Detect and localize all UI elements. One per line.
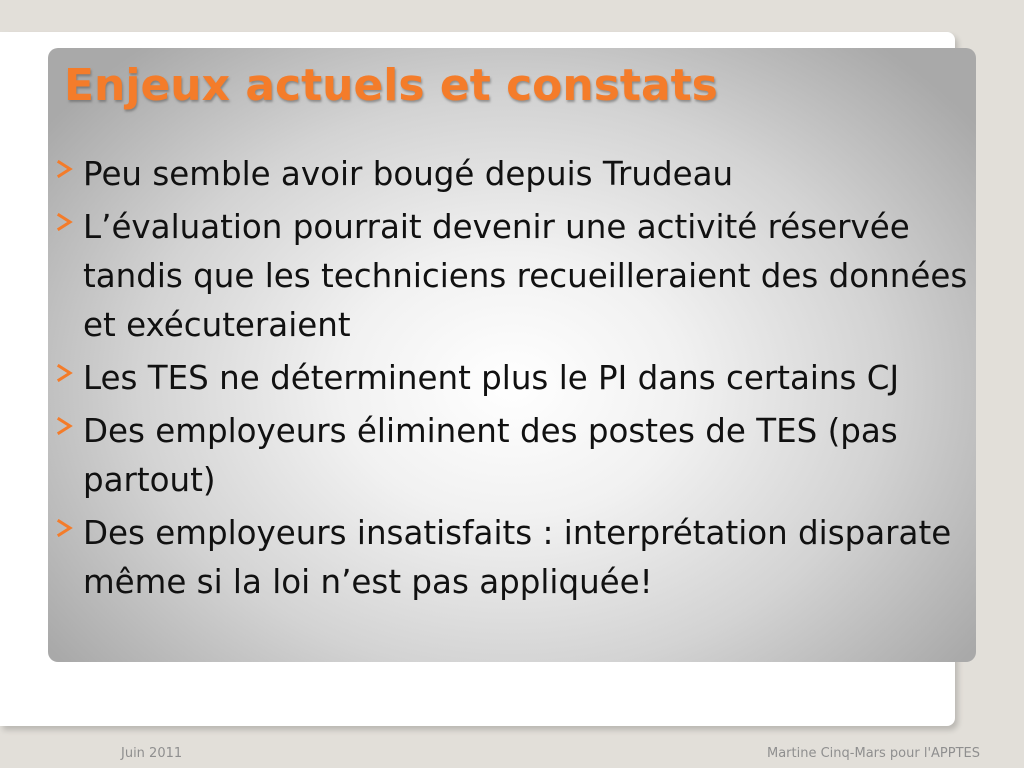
slide-title: Enjeux actuels et constats: [64, 60, 718, 111]
bullet-item: [56, 407, 991, 505]
bullet-item: [56, 203, 991, 350]
bullet-text: Les TES ne déterminent plus le PI dans certains CJ: [83, 359, 900, 397]
bullet-item: [56, 354, 991, 403]
bullet-item: [56, 509, 991, 607]
bullet-text: Des employeurs insatisfaits : interprétation disparate même si la loi n’est pas appliquée!: [83, 514, 952, 601]
arrow-bullet-icon: [56, 203, 83, 231]
arrow-bullet-icon: [56, 354, 83, 382]
footer-author: Martine Cinq-Mars pour l'APPTES: [767, 746, 980, 761]
bullet-item: [56, 150, 991, 199]
footer-date: Juin 2011: [121, 746, 183, 761]
bullet-text: Des employeurs éliminent des postes de TES (pas partout): [83, 412, 898, 499]
bullet-text: L’évaluation pourrait devenir une activité réservée tandis que les techniciens recueilleraient des données et exécuteraient: [83, 208, 968, 344]
arrow-bullet-icon: [56, 509, 83, 537]
bullet-text: Peu semble avoir bougé depuis Trudeau: [83, 155, 734, 193]
bullet-list: [56, 150, 991, 611]
arrow-bullet-icon: [56, 407, 83, 435]
arrow-bullet-icon: [56, 150, 83, 178]
